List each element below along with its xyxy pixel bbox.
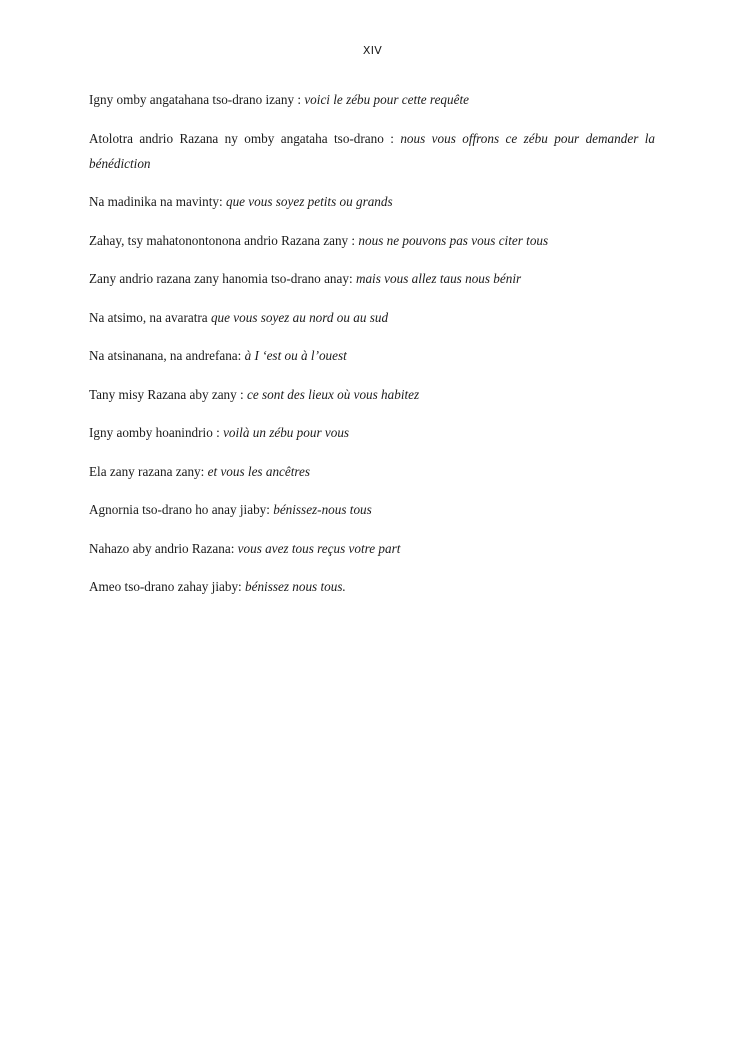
french-translation: bénissez-nous tous (273, 502, 372, 517)
text-line (89, 420, 655, 445)
text-line (89, 87, 655, 112)
malagasy-text: Igny omby angatahana tso-drano izany : (89, 92, 305, 107)
french-translation: vous avez tous reçus votre part (237, 540, 401, 556)
malagasy-text: Zahay, tsy mahatonontonona andrio Razana zany : (89, 232, 359, 248)
text-line (89, 574, 655, 599)
malagasy-text: Na atsimo, na avaratra (89, 309, 211, 325)
page-number: XIV (362, 44, 383, 57)
french-translation: mais vous allez taus nous bénir (355, 271, 522, 286)
french-translation: que vous soyez petits ou grands (225, 194, 393, 209)
text-line (89, 343, 655, 368)
malagasy-text: Nahazo aby andrio Razana: (89, 540, 238, 556)
text-line (89, 536, 655, 561)
malagasy-text: Tany misy Razana aby zany : (89, 386, 248, 402)
malagasy-text: Atolotra andrio Razana ny omby angataha tso-drano : (89, 130, 401, 146)
french-translation: ce sont des lieux où vous habitez (247, 386, 420, 402)
french-translation: nous vous offrons ce zébu pour demander la bénédiction (89, 130, 655, 171)
french-translation: voilà un zébu pour vous (223, 425, 350, 440)
malagasy-text: Agnornia tso-drano ho anay jiaby: (89, 502, 274, 517)
text-line (89, 497, 655, 522)
text-line (89, 459, 655, 484)
text-line (89, 266, 655, 291)
malagasy-text: Ela zany razana zany: (89, 463, 208, 479)
text-line (89, 126, 655, 176)
french-translation: nous ne pouvons pas vous citer tous (358, 232, 549, 248)
french-translation: bénissez nous tous. (245, 579, 346, 594)
french-translation: et vous les ancêtres (207, 463, 311, 479)
malagasy-text: Na atsinanana, na andrefana: (89, 348, 245, 363)
document-body (89, 87, 655, 613)
text-line (89, 382, 655, 407)
text-line (89, 228, 655, 253)
text-line (89, 189, 655, 214)
french-translation: voici le zébu pour cette requête (304, 92, 469, 107)
text-line (89, 305, 655, 330)
malagasy-text: Zany andrio razana zany hanomia tso-drano anay: (89, 271, 356, 286)
malagasy-text: Na madinika na mavinty: (89, 194, 226, 209)
french-translation: que vous soyez au nord ou au sud (210, 309, 389, 325)
malagasy-text: Ameo tso-drano zahay jiaby: (89, 579, 246, 594)
french-translation: à I ‘est ou à l’ouest (244, 348, 347, 363)
malagasy-text: Igny aomby hoanindrio : (89, 425, 224, 440)
